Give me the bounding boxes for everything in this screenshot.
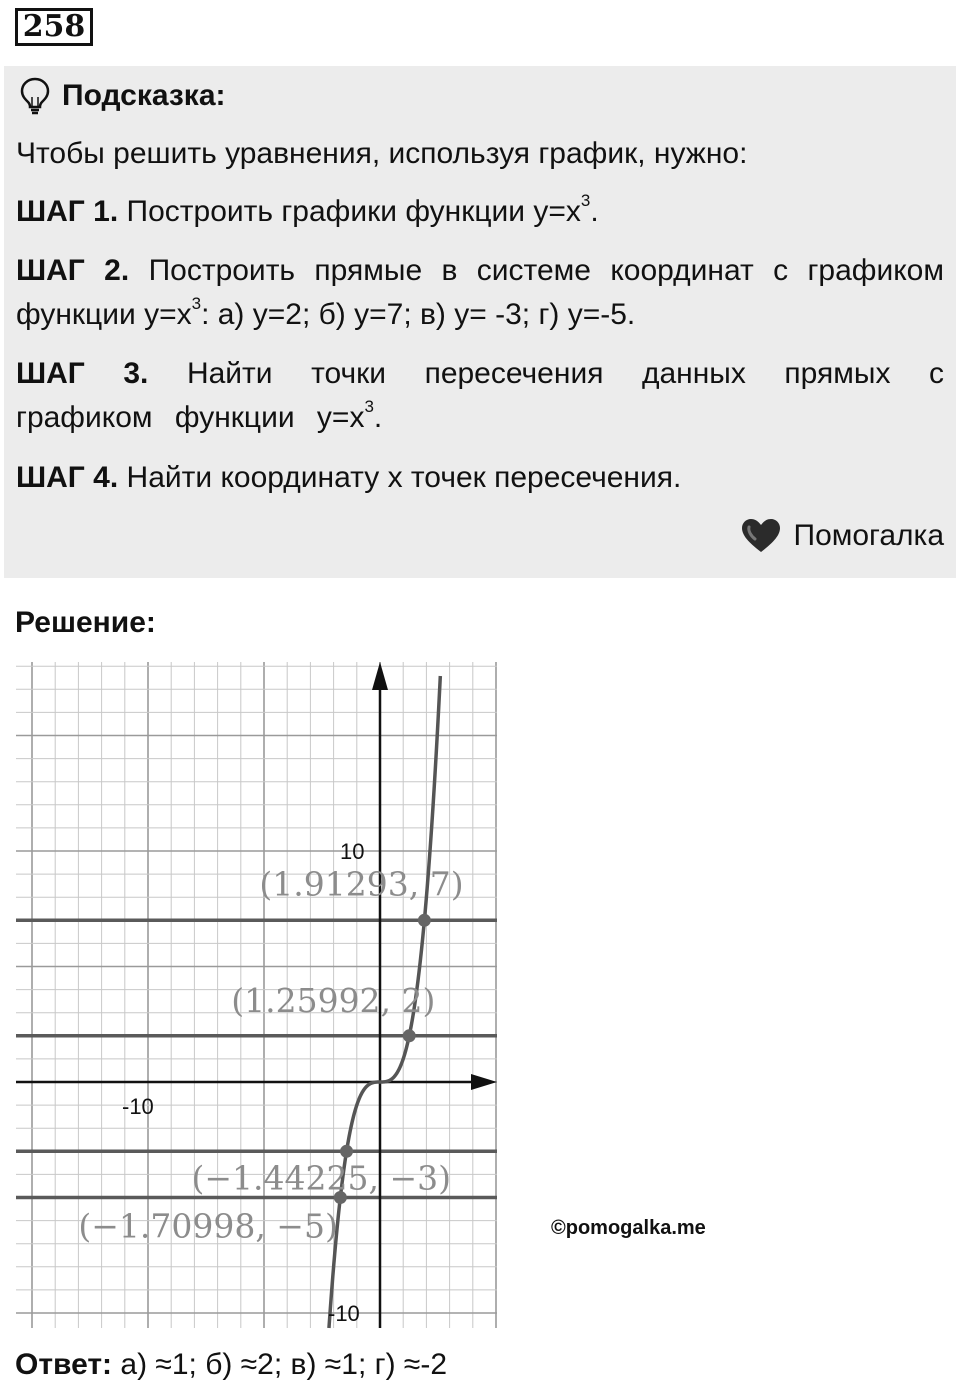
intersection-point: [403, 1029, 416, 1042]
hint-title-text: Подсказка:: [62, 79, 226, 112]
point-label: (−1.44225, −3): [191, 1158, 452, 1198]
task-number: 258: [15, 8, 93, 46]
point-label: (−1.70998, −5): [78, 1206, 338, 1246]
hint-intro: Чтобы решить уравнения, используя график, нужно:: [16, 137, 748, 170]
lightbulb-icon: [20, 77, 50, 115]
step-2-after: : а) y=2; б) y=7; в) y= -3; г) y=-5.: [201, 298, 636, 331]
step-2-text: Построить прямые в системе координат с графиком функции y=x: [16, 254, 944, 331]
brand-name: Помогалка: [793, 519, 944, 552]
x-axis-arrow: [471, 1074, 497, 1090]
point-label: (1.25992, 2): [231, 980, 436, 1020]
answer: [15, 1348, 447, 1382]
step-3-label: ШАГ 3.: [16, 357, 149, 390]
tick-label-y-10: 10: [340, 839, 365, 864]
intersection-point: [340, 1145, 353, 1158]
step-3-sup: 3: [364, 397, 374, 416]
step-1-label: ШАГ 1.: [16, 195, 119, 228]
step-2-sup: 3: [191, 294, 202, 313]
tick-label-x-minus-10: -10: [122, 1094, 154, 1119]
step-1-text: Построить графики функции y=x: [126, 195, 581, 228]
watermark: ©pomogalka.me: [551, 1217, 706, 1239]
hint-title: [20, 76, 226, 116]
hint-box: [4, 66, 956, 578]
answer-label: Ответ:: [15, 1348, 113, 1381]
step-3: [16, 352, 944, 440]
intersection-point: [418, 914, 431, 927]
brand: [740, 518, 945, 554]
step-1-after: .: [590, 195, 599, 228]
point-label: (1.91293, 7): [259, 864, 464, 904]
step-3-text: Найти точки пересечения данных прямых с графиком функции y=x: [16, 357, 944, 434]
step-4-text: Найти координату x точек пересечения.: [126, 461, 682, 494]
heart-icon: [740, 518, 782, 554]
answer-text: а) ≈1; б) ≈2; в) ≈1; г) ≈-2: [112, 1348, 448, 1381]
step-1: [16, 190, 944, 234]
step-2-label: ШАГ 2.: [16, 254, 130, 287]
tick-label-y-minus-10: -10: [328, 1301, 360, 1326]
step-3-after: .: [373, 401, 383, 434]
step-1-sup: 3: [580, 191, 591, 210]
function-graph: [0, 650, 520, 1340]
step-4-label: ШАГ 4.: [16, 461, 119, 494]
solution-label: Решение:: [15, 606, 156, 639]
step-4: [16, 456, 944, 500]
step-2: [16, 249, 944, 337]
